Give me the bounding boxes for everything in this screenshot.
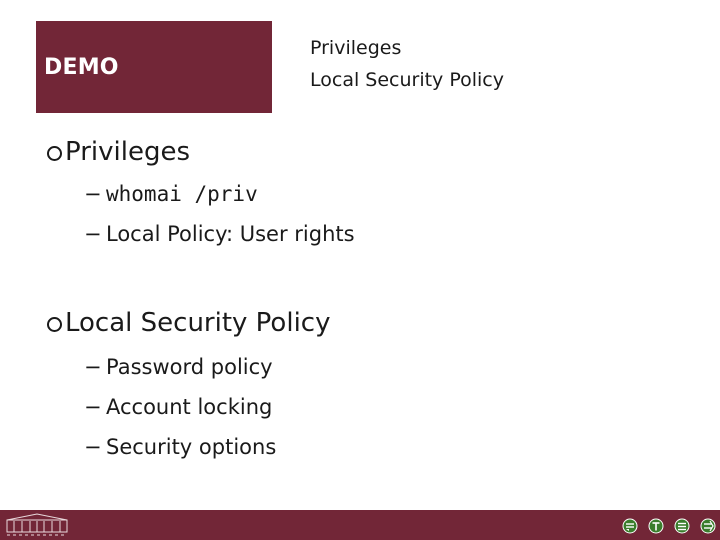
bullet-circle-icon (47, 317, 62, 332)
section-heading-local-security-policy (47, 307, 330, 339)
footer-bar (0, 510, 720, 540)
list-item (84, 433, 276, 461)
list-item-text: Local Policy: User rights (106, 222, 355, 246)
slide-navigation (617, 515, 716, 535)
university-logo-icon (4, 512, 70, 538)
demo-label: DEMO (44, 55, 119, 80)
list-item (84, 353, 273, 381)
dash-bullet-icon: − (84, 182, 102, 206)
bullet-circle-icon (47, 146, 62, 161)
section-title: Privileges (65, 137, 191, 167)
list-item (84, 393, 272, 421)
list-item-text: Security options (106, 435, 277, 459)
first-slide-icon[interactable] (622, 518, 638, 534)
section-heading-privileges (47, 136, 190, 168)
table-of-contents-icon[interactable] (648, 518, 664, 534)
subtitle-line-1: Privileges (310, 37, 402, 59)
demo-banner (36, 21, 272, 113)
dash-bullet-icon: − (84, 395, 102, 419)
dash-bullet-icon: − (84, 222, 102, 246)
list-item-text: Password policy (106, 355, 273, 379)
list-item-text: Account locking (106, 395, 273, 419)
list-item (84, 220, 355, 248)
slide-subtitle (310, 32, 504, 96)
list-item-text: whomai /priv (106, 182, 258, 206)
subtitle-line-2: Local Security Policy (310, 69, 504, 91)
last-slide-icon[interactable] (674, 518, 690, 534)
close-presentation-icon[interactable] (700, 518, 716, 534)
list-item (84, 180, 258, 208)
dash-bullet-icon: − (84, 355, 102, 379)
dash-bullet-icon: − (84, 435, 102, 459)
section-title: Local Security Policy (65, 308, 331, 338)
